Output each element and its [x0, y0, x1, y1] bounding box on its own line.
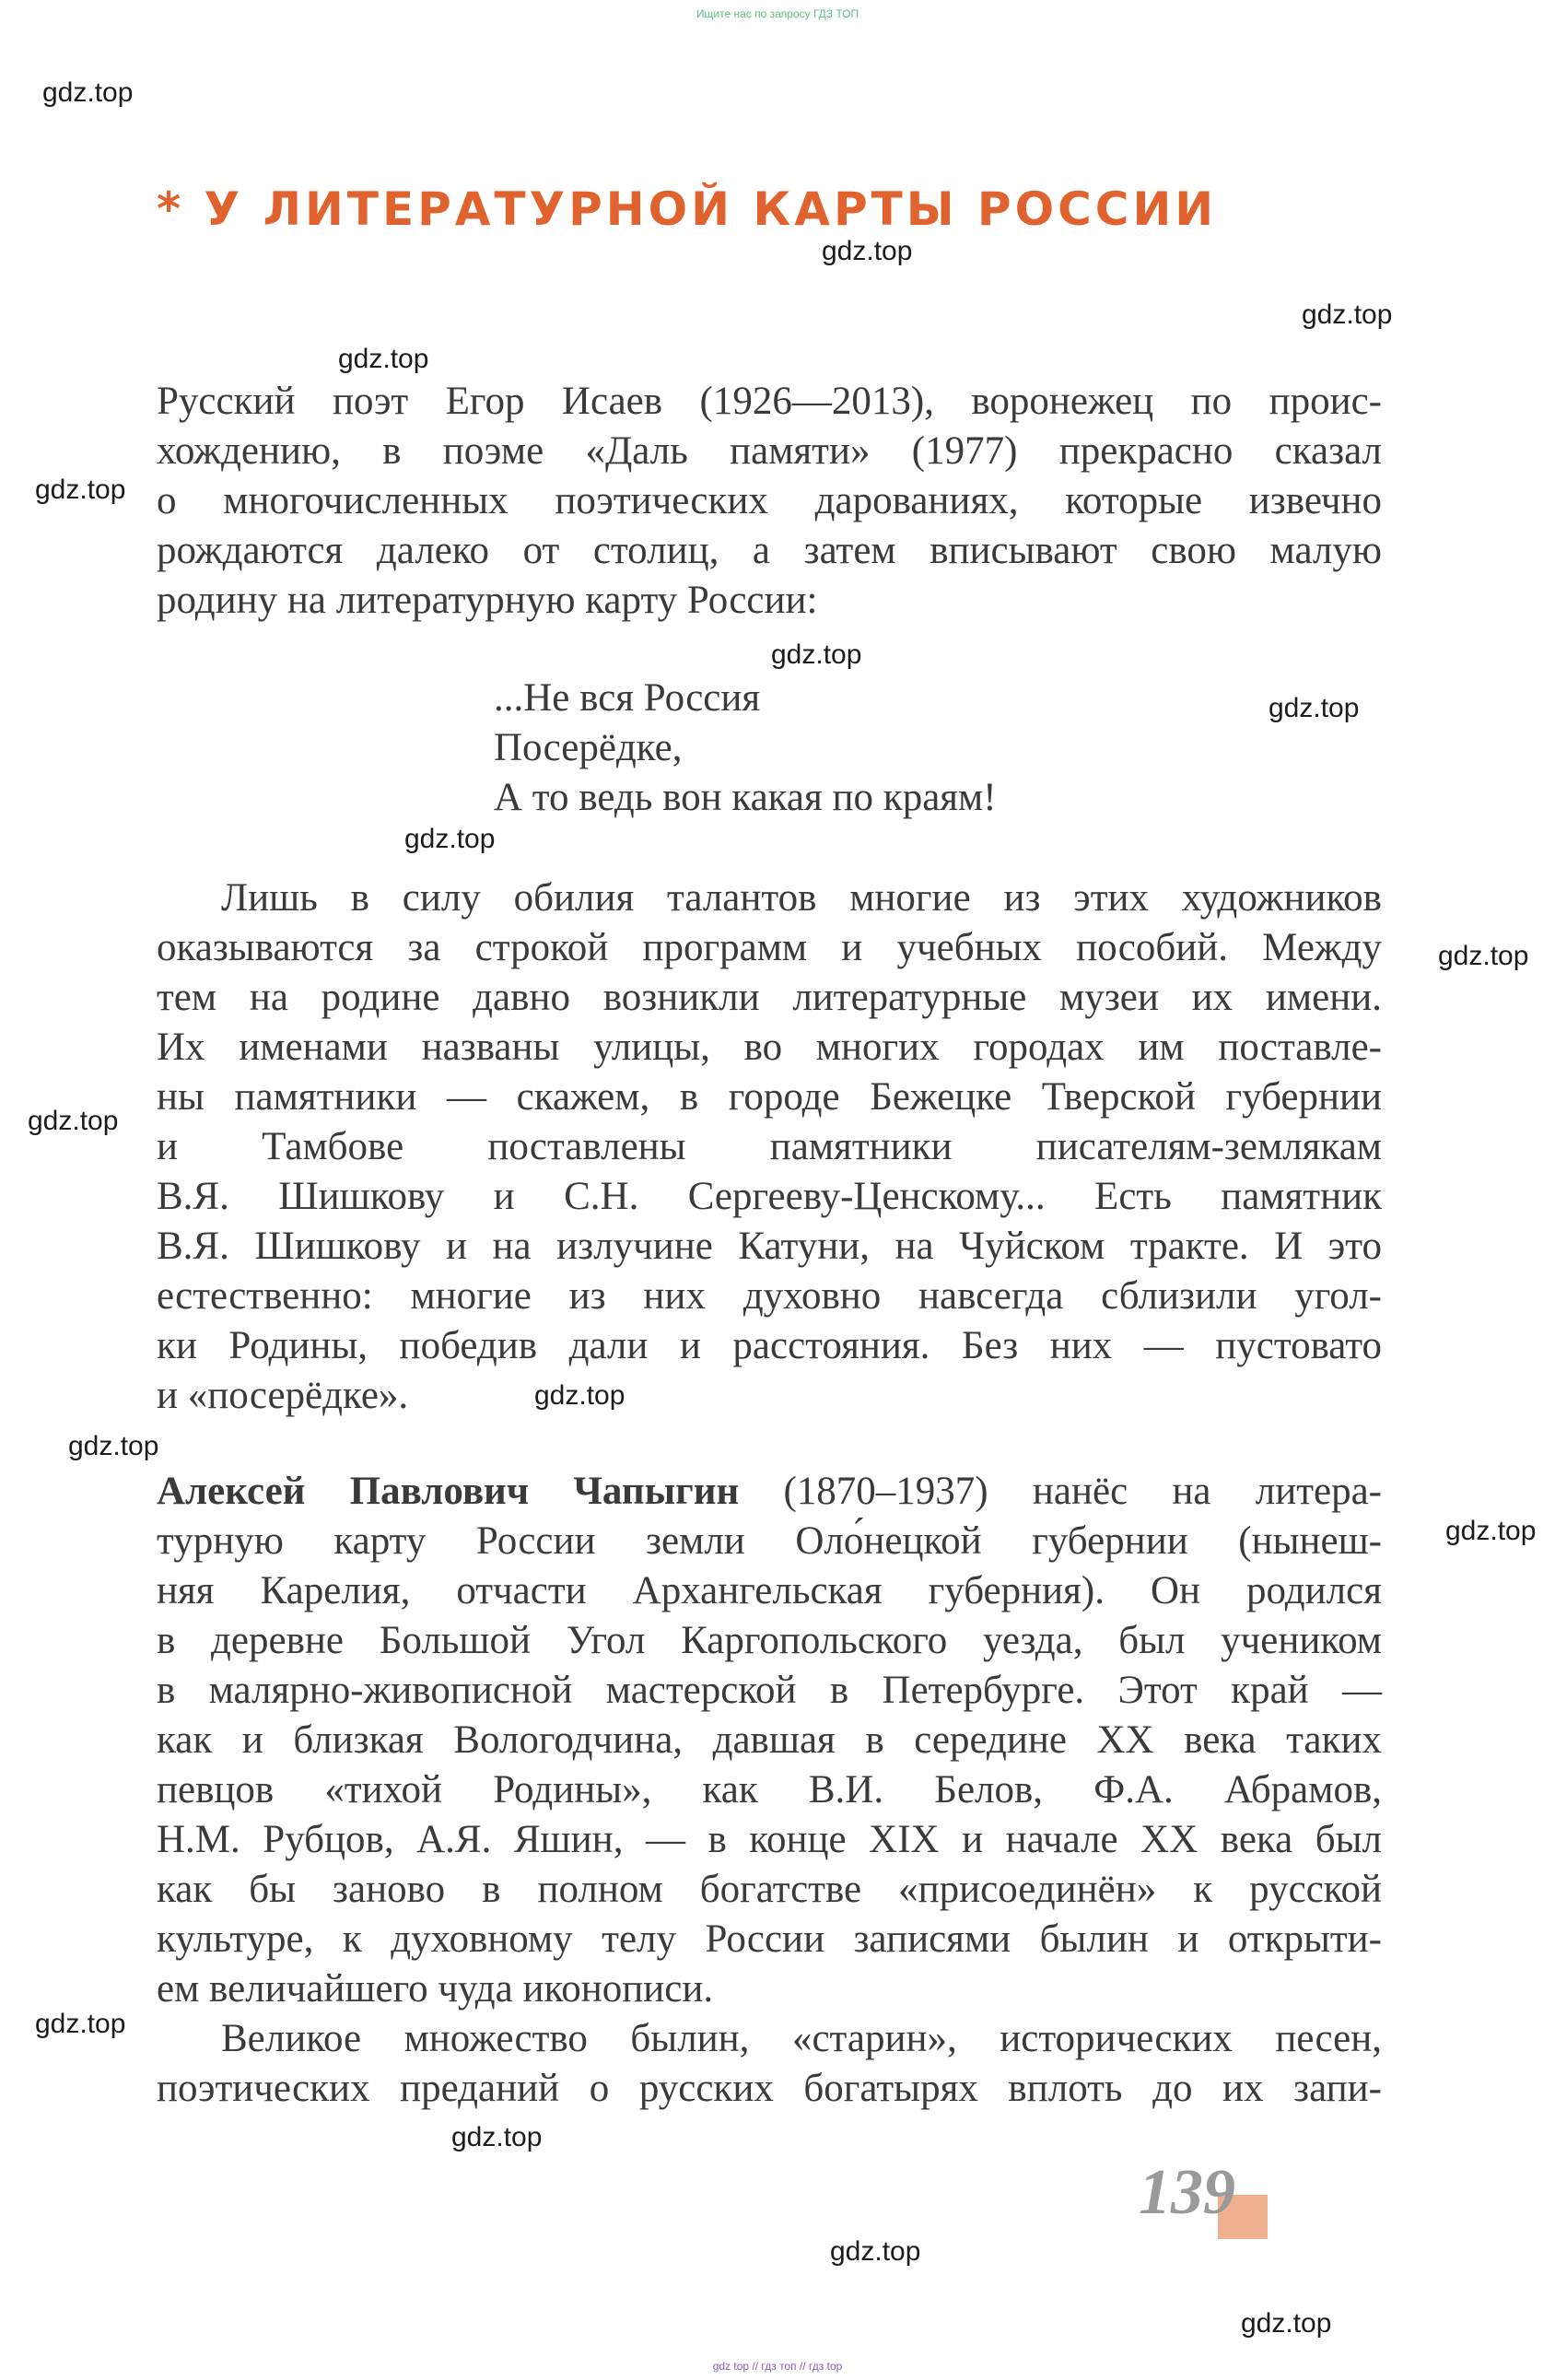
watermark: gdz.top [42, 77, 134, 108]
text-line: естественно: многие из них духовно навсегда сблизили угол- [157, 1274, 1382, 1318]
text-line: о многочисленных поэтических дарованиях, которые извечно [157, 479, 1382, 522]
paragraph-3 [157, 1467, 1382, 2014]
poem-quote [494, 674, 997, 823]
top-search-note: Ищите нас по запросу ГДЗ ТОП [696, 7, 859, 20]
watermark: gdz.top [1269, 693, 1360, 723]
text-line: Лишь в силу обилия талантов многие из этих художников [221, 876, 1382, 920]
text-line: культуре, к духовному телу России записями былин и открыти- [157, 1917, 1382, 1961]
watermark: gdz.top [1302, 299, 1393, 330]
watermark: gdz.top [28, 1106, 119, 1136]
watermark: gdz.top [830, 2236, 921, 2267]
poem-line: А то ведь вон какая по краям! [494, 776, 997, 819]
text-line: родину на литературную карту России: [157, 579, 818, 622]
text-line: как и близкая Вологодчина, давшая в середине XX века таких [157, 1718, 1382, 1762]
text-line: ны памятники — скажем, в городе Бежецке Тверской губернии [157, 1075, 1382, 1119]
text-line: как бы заново в полном богатстве «присоединён» к русской [157, 1868, 1382, 1911]
text-line: поэтических преданий о русских богатырях вплоть до их запи- [157, 2067, 1382, 2110]
watermark: gdz.top [35, 2009, 126, 2039]
text-line: тем на родине давно возникли литературные музеи их имени. [157, 976, 1382, 1019]
poem-line: Посерёдке, [494, 726, 683, 769]
text-line [157, 1467, 1382, 1517]
text-line: ки Родины, победив дали и расстояния. Без них — пустовато [157, 1324, 1382, 1367]
text-line: оказываются за строкой программ и учебных пособий. Между [157, 926, 1382, 969]
watermark: gdz.top [68, 1431, 159, 1461]
text-line: ем величайшего чуда иконописи. [157, 1967, 714, 2011]
paragraph-2 [157, 873, 1382, 1421]
watermark: gdz.top [35, 475, 126, 505]
watermark: gdz.top [534, 1380, 626, 1411]
text-line: В.Я. Шишкову и С.Н. Сергееву-Ценскому... Есть памятник [157, 1175, 1382, 1218]
text-fragment: (1870–1937) нанёс на литера- [739, 1470, 1382, 1513]
text-line: Н.М. Рубцов, А.Я. Яшин, — в конце XIX и начале XX века был [157, 1818, 1382, 1861]
text-line: няя Карелия, отчасти Архангельская губерния). Он родился [157, 1569, 1382, 1612]
text-line: и Тамбове поставлены памятники писателям-землякам [157, 1125, 1382, 1168]
author-name: Алексей Павлович Чапыгин [157, 1470, 740, 1513]
text-line: в малярно-живописной мастерской в Петербурге. Этот край — [157, 1669, 1382, 1712]
text-line: певцов «тихой Родины», как В.И. Белов, Ф.А. Абрамов, [157, 1768, 1382, 1811]
watermark: gdz.top [404, 824, 496, 854]
text-line: и «посерёдке». [157, 1374, 409, 1417]
watermark: gdz.top [338, 344, 429, 374]
paragraph-1 [157, 377, 1382, 626]
text-line: хождению, в поэме «Даль памяти» (1977) прекрасно сказал [157, 429, 1382, 473]
text-line: Русский поэт Егор Исаев (1926—2013), воронежец по проис- [157, 380, 1382, 423]
text-line: рождаются далеко от столиц, а затем вписывают свою малую [157, 529, 1382, 572]
poem-line: ...Не вся Россия [494, 676, 761, 720]
page-number: 139 [1139, 2157, 1235, 2228]
watermark: gdz.top [1438, 941, 1529, 971]
watermark: gdz.top [771, 639, 862, 670]
text-line: Их именами названы улицы, во многих городах им поставле- [157, 1026, 1382, 1069]
paragraph-4 [157, 2014, 1382, 2114]
section-title: * У ЛИТЕРАТУРНОЙ КАРТЫ РОССИИ [157, 182, 1218, 236]
watermark: gdz.top [1445, 1516, 1537, 1546]
text-line: турную карту России земли Оло́нецкой губернии (нынеш- [157, 1519, 1382, 1563]
watermark: gdz.top [451, 2122, 543, 2152]
bottom-note: gdz top // гдз топ // гдз top [712, 2360, 843, 2373]
text-line: Великое множество былин, «старин», исторических песен, [221, 2017, 1382, 2060]
text-line: в деревне Большой Угол Каргопольского уезда, был учеником [157, 1619, 1382, 1662]
watermark: gdz.top [822, 236, 913, 266]
text-line: В.Я. Шишкову и на излучине Катуни, на Чуйском тракте. И это [157, 1225, 1382, 1268]
watermark: gdz.top [1241, 2308, 1332, 2339]
